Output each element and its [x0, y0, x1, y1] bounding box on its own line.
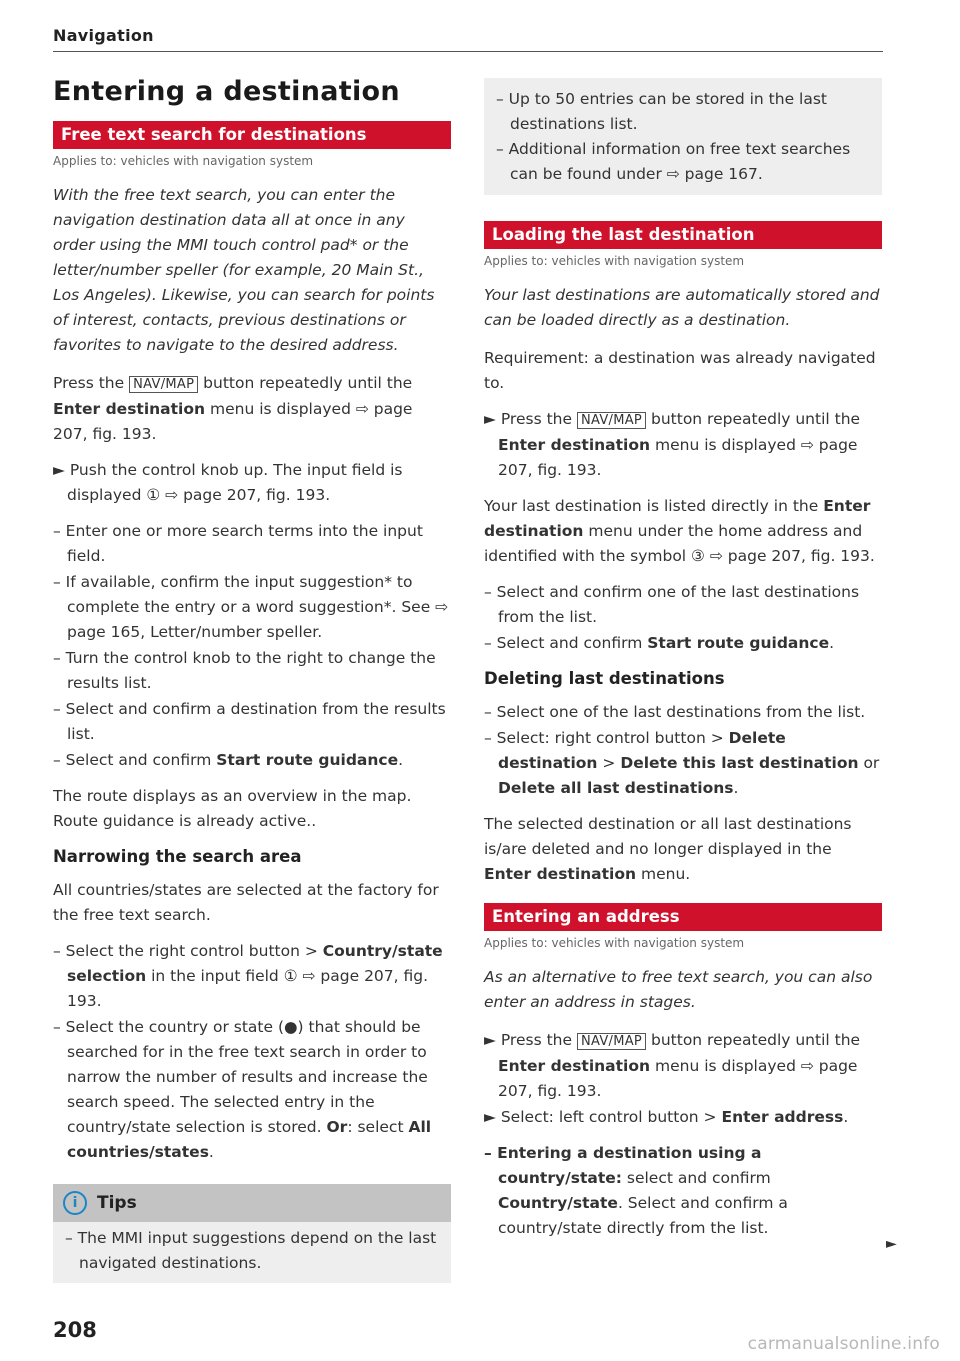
note-item-2: – Additional information on free text searches can be found under ⇨ page 167. [496, 140, 851, 183]
info-icon: i [63, 1191, 87, 1215]
listed-bold: Enter destination [484, 497, 871, 540]
del-d2-b3: Delete all last destinations [498, 779, 734, 797]
narrowing-dash-1 [53, 939, 451, 1014]
nav-map-key: NAV/MAP [129, 376, 198, 393]
last-destination-step [484, 407, 882, 483]
tips-item: – The MMI input suggestions depend on the last navigated destinations. [65, 1229, 437, 1272]
address-step-2 [484, 1105, 882, 1130]
ad-d1-pre: select and confirm [626, 1169, 771, 1187]
n1-bold: Country/state selection [67, 942, 443, 985]
ad-s1-bold: Enter destination [498, 1057, 651, 1075]
ad-s2-post: . [843, 1108, 849, 1126]
n2-post: . [208, 1143, 214, 1161]
ld-d2-pre: – Select and confirm [484, 634, 643, 652]
listed-post: menu under the home address and identified with the symbol ③ ⇨ page 207, fig. 193. [484, 522, 875, 565]
free-text-press-paragraph [53, 371, 451, 447]
address-step-1 [484, 1028, 882, 1104]
nav-map-key: NAV/MAP [577, 1033, 646, 1050]
free-text-dash-4: – Select and confirm a destination from the results list. [53, 700, 446, 743]
press-pre: Press the [53, 374, 125, 392]
deleting-paragraph [484, 812, 882, 887]
free-text-section-bar: Free text search for destinations [53, 121, 451, 149]
ad-d1-post: . Select and confirm a country/state directly from the list. [498, 1194, 788, 1237]
last-destination-dash-1: – Select and confirm one of the last destinations from the list. [484, 583, 860, 626]
last-destination-intro: Your last destinations are automatically stored and can be loaded directly as a destination. [484, 286, 880, 329]
right-column [484, 78, 882, 1242]
n2-mid: : select [347, 1118, 404, 1136]
n1-post: in the input field ① ⇨ page 207, fig. 193. [67, 967, 429, 1010]
deleting-dash-1: – Select one of the last destinations from the list. [484, 703, 866, 721]
ld-step-mid: button repeatedly until the [651, 410, 861, 428]
del-d2-post: . [733, 779, 739, 797]
del-d2-pre: – Select: right control button > [484, 729, 724, 747]
ld-step-post: menu is displayed ⇨ page 207, fig. 193. [498, 436, 858, 479]
free-text-dash-2: – If available, confirm the input suggestion* to complete the entry or a word suggestion*. See ⇨ page 165, Letter/number speller. [53, 573, 449, 641]
ld-d2-bold: Start route guidance [647, 634, 830, 652]
del-p-post: menu. [640, 865, 691, 883]
dash5-pre: – Select and confirm [53, 751, 212, 769]
del-d2-b2: Delete this last destination [620, 754, 859, 772]
address-intro: As an alternative to free text search, you can also enter an address in stages. [484, 968, 873, 1011]
route-paragraph: The route displays as an overview in the map. Route guidance is already active.. [53, 787, 412, 830]
free-text-dash-3: – Turn the control knob to the right to change the results list. [53, 649, 436, 692]
ld-d2-post: . [829, 634, 835, 652]
ad-s1-post: menu is displayed ⇨ page 207, fig. 193. [498, 1057, 858, 1100]
deleting-title: Deleting last destinations [484, 669, 725, 688]
free-text-dash-1: – Enter one or more search terms into the input field. [53, 522, 423, 565]
watermark: carmanualsonline.info [747, 1334, 940, 1354]
free-text-applies: Applies to: vehicles with navigation system [53, 154, 314, 168]
ad-d1-bold2: Country/state [498, 1194, 618, 1212]
ld-step-bold: Enter destination [498, 436, 651, 454]
n2-bold: All countries/states [67, 1118, 432, 1161]
address-dash-1 [484, 1141, 882, 1241]
deleting-dash-2 [484, 726, 882, 801]
del-d2-b1: Delete destination [498, 729, 786, 772]
dash5-bold: Start route guidance [216, 751, 399, 769]
n2-pre: – Select the country or state (●) that should be searched for in the free text search in order to narrow the number of results and increase the search speed. The selected entry in the country/state selection is stored. [53, 1018, 428, 1136]
continue-arrow-icon: ► [886, 1236, 897, 1252]
last-destination-dash-2 [484, 631, 882, 656]
page-number: 208 [53, 1318, 97, 1342]
free-text-step-1: ► Push the control knob up. The input field is displayed ① ⇨ page 207, fig. 193. [53, 461, 403, 504]
page-title: Entering a destination [53, 76, 400, 107]
tips-body [53, 1222, 451, 1283]
last-destination-section-bar: Loading the last destination [484, 221, 882, 249]
listed-pre: Your last destination is listed directly in the [484, 497, 819, 515]
section-header: Navigation [53, 26, 154, 45]
press-menu-bold: Enter destination [53, 400, 206, 418]
n2-or: Or [326, 1118, 348, 1136]
del-p-pre: The selected destination or all last destinations is/are deleted and no longer displayed in the [484, 815, 852, 858]
press-mid: button repeatedly until the [203, 374, 413, 392]
del-p-bold: Enter destination [484, 865, 637, 883]
last-destination-applies: Applies to: vehicles with navigation system [484, 254, 745, 268]
free-text-intro: With the free text search, you can enter the navigation destination data all at once in any order using the MMI touch control pad* or the letter/number speller (for example, 20 Main St., Los Angeles). Likewise, you can search for points of interest, contacts, previous destinations or favorites to navigate to the desired address. [53, 186, 435, 354]
ad-s2-bold: Enter address [721, 1108, 844, 1126]
ad-s1-pre: ► Press the [484, 1031, 573, 1049]
ad-d1-bold: – Entering a destination using a country/state: [484, 1144, 762, 1187]
narrowing-title: Narrowing the search area [53, 847, 302, 866]
del-d2-or: or [863, 754, 880, 772]
dash5-post: . [398, 751, 404, 769]
last-destination-listed [484, 494, 882, 569]
left-column [53, 70, 451, 1283]
free-text-note-box [484, 78, 882, 195]
del-d2-gt: > [602, 754, 616, 772]
ad-s2-pre: ► Select: left control button > [484, 1108, 717, 1126]
ld-step-pre: ► Press the [484, 410, 573, 428]
narrowing-paragraph: All countries/states are selected at the factory for the free text search. [53, 881, 439, 924]
narrowing-dash-2 [53, 1015, 451, 1165]
press-post: menu is displayed ⇨ page 207, fig. 193. [53, 400, 413, 443]
note-item-1: – Up to 50 entries can be stored in the last destinations list. [496, 90, 828, 133]
requirement-paragraph: Requirement: a destination was already navigated to. [484, 349, 876, 392]
ad-s1-mid: button repeatedly until the [651, 1031, 861, 1049]
n1-pre: – Select the right control button > [53, 942, 318, 960]
free-text-dash-5 [53, 748, 451, 773]
address-applies: Applies to: vehicles with navigation system [484, 936, 745, 950]
header-divider [53, 51, 883, 52]
address-section-bar: Entering an address [484, 903, 882, 931]
nav-map-key: NAV/MAP [577, 412, 646, 429]
tips-title: Tips [97, 1193, 137, 1213]
tips-header [53, 1184, 451, 1222]
